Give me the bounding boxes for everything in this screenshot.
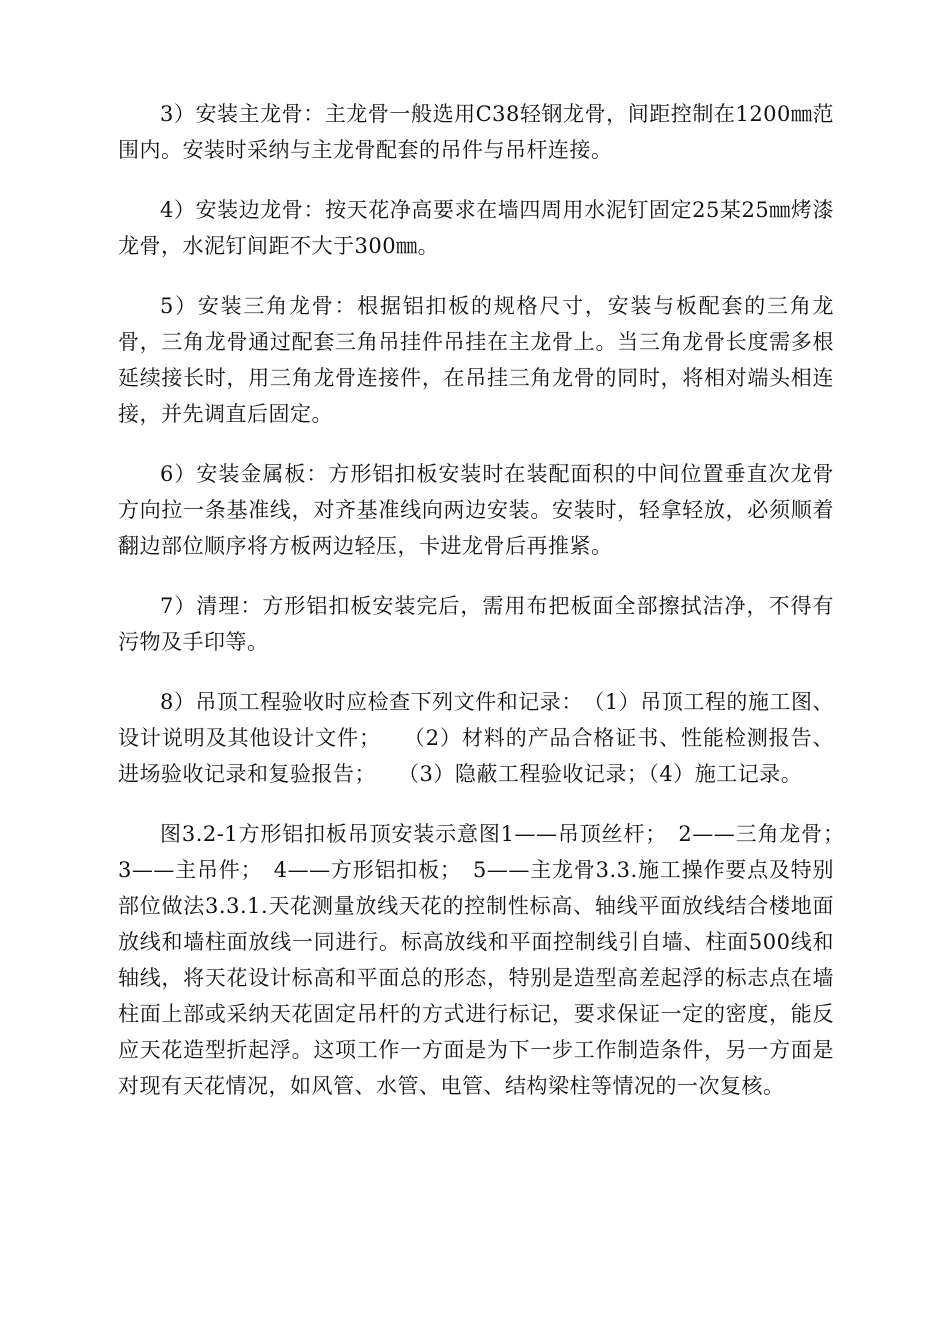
document-body: [118, 96, 856, 1104]
paragraph-acceptance: 8）吊顶工程验收时应检查下列文件和记录： （1）吊顶工程的施工图、设计说明及其他设计文件； （2）材料的产品合格证书、性能检测报告、进场验收记录和复验报告； （3）隐蔽工程验收记录；（4）施工记录。: [118, 690, 834, 786]
paragraph-triangle-keel: 5）安装三角龙骨：根据铝扣板的规格尺寸，安装与板配套的三角龙骨，三角龙骨通过配套三角吊挂件吊挂在主龙骨上。当三角龙骨长度需多根延续接长时，用三角龙骨连接件，在吊挂三角龙骨的同时，将相对端头相连接，并先调直后固定。: [118, 294, 834, 426]
paragraph-figure-and-layout: 图3.2-1方形铝扣板吊顶安装示意图1——吊顶丝杆； 2——三角龙骨； 3——主吊件； 4——方形铝扣板； 5——主龙骨3.3.施工操作要点及特别部位做法3.3.1.天花测量放线天花的控制性标高、轴线平面放线结合楼地面放线和墙柱面放线一同进行。标高放线和平面控制线引自墙、柱面500线和轴线，将天花设计标高和平面总的形态，特别是造型高差起浮的标志点在墙柱面上部或采纳天花固定吊杆的方式进行标记，要求保证一定的密度，能反应天花造型折起浮。这项工作一方面是为下一步工作制造条件，另一方面是对现有天花情况，如风管、水管、电管、结构梁柱等情况的一次复核。: [118, 822, 856, 1098]
paragraph-main-keel: 3）安装主龙骨：主龙骨一般选用C38轻钢龙骨，间距控制在1200㎜范围内。安装时采纳与主龙骨配套的吊件与吊杆连接。: [118, 102, 834, 162]
paragraph-edge-keel: 4）安装边龙骨：按天花净高要求在墙四周用水泥钉固定25某25㎜烤漆龙骨，水泥钉间距不大于300㎜。: [118, 198, 834, 258]
paragraph-cleaning: 7）清理：方形铝扣板安装完后，需用布把板面全部擦拭洁净，不得有污物及手印等。: [118, 594, 834, 654]
paragraph-metal-panel: 6）安装金属板：方形铝扣板安装时在装配面积的中间位置垂直次龙骨方向拉一条基准线，对齐基准线向两边安装。安装时，轻拿轻放，必须顺着翻边部位顺序将方板两边轻压，卡进龙骨后再推紧。: [118, 462, 834, 558]
